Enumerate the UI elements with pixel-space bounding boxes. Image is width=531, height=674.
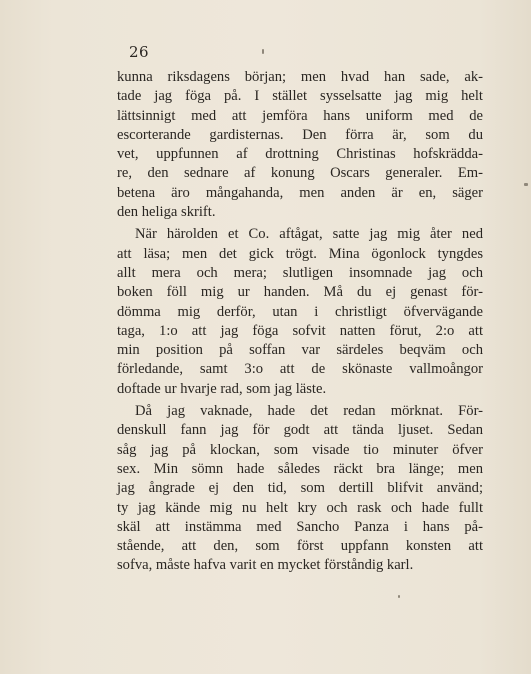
text-line: min position på soffan var särdeles beqväm och [117,342,483,359]
text-line: sex. Min sömn hade således räckt bra länge; men [117,460,483,477]
paper-speck [262,49,264,54]
text-line: stående, att den, som först uppfann konsten att [117,538,483,555]
text-line: re, den sednare af konung Oscars generaler. Em- [117,165,483,182]
paragraph [117,402,483,576]
text-line: betena äro mångahanda, men anden är en, säger [117,184,483,201]
text-line: lättsinnigt med att jemföra hans uniform med de [117,107,483,124]
body-text [117,68,483,576]
text-line: kunna riksdagens början; men hvad han sade, ak- [117,69,483,85]
text-line: sofva, måste hafva varit en mycket förståndig karl. [117,557,414,574]
text-line: doftade ur hvarje rad, som jag läste. [117,380,327,397]
paper-speck [398,595,400,598]
text-line: escorterande gardisternas. Den förra är, som du [117,126,483,143]
text-line: denskull fann jag för godt att tända ljuset. Sedan [117,422,483,439]
text-line: jag ångrade ej den tid, som dertill blifvit använd; [117,480,483,497]
text-line: När härolden et Co. aftågat, satte jag mig åter ned [135,226,483,243]
paper-speck [524,183,528,186]
text-line: att läsa; men det gick trögt. Mina ögonlock tyngdes [117,245,483,262]
text-line: tade jag föga på. I stället sysselsatte jag mig helt [117,88,483,105]
text-line: vet, uppfunnen af drottning Christinas hofskrädda- [117,146,483,163]
text-line: den heliga skrift. [117,204,216,221]
paragraph [117,225,483,399]
paragraph [117,68,483,222]
text-line: taga, 1:o att jag föga sofvit natten förut, 2:o att [117,322,483,339]
text-line: skäl att instämma med Sancho Panza i hans på- [117,518,483,535]
text-line: Då jag vaknade, hade det redan mörknat. För- [135,403,483,420]
page-number: 26 [129,43,150,61]
text-line: allt mera och mera; slutligen insomnade jag och [117,264,483,281]
text-line: dömma mig derför, utan i christligt öfvervägande [117,303,483,320]
text-line: ty jag kände mig nu helt kry och rask och hade fullt [117,499,483,516]
text-line: boken föll mig ur handen. Må du ej genast för- [117,284,483,301]
text-line: förledande, samt 3:o att de skönaste vallmoångor [117,361,483,378]
text-line: såg jag på klockan, som visade tio minuter öfver [117,441,483,458]
